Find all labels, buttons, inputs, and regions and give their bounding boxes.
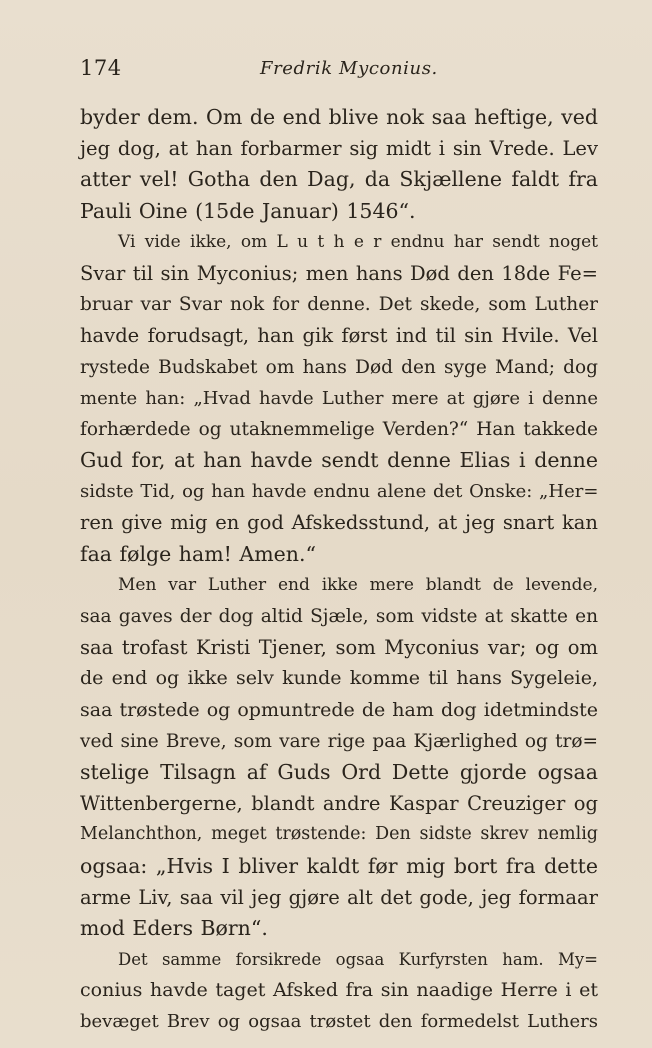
text-line: conius havde taget Afsked fra sin naadige Herre i et xyxy=(80,979,598,1002)
text-line: byder dem. Om de end blive nok saa heftige, ved xyxy=(80,105,598,129)
page-number: 174 xyxy=(80,56,122,80)
text-line: Gud for, at han havde sendt denne Elias i denne xyxy=(80,448,598,473)
text-line: mente han: „Hvad havde Luther mere at gjøre i denne xyxy=(80,387,598,409)
text-line: bruar var Svar nok for denne. Det skede, som Luther xyxy=(80,294,598,316)
text-line: Vi vide ikke, om L u t h e r endnu har sendt noget xyxy=(118,231,598,252)
text-line: forhærdede og utaknemmelige Verden?“ Han takkede xyxy=(80,418,598,440)
text-line: faa følge ham! Amen.“ xyxy=(80,541,316,566)
text-line: arme Liv, saa vil jeg gjøre alt det gode, jeg formaar xyxy=(80,885,598,909)
text-line: ogsaa: „Hvis I bliver kaldt før mig bort fra dette xyxy=(80,853,598,878)
text-line: Svar til sin Myconius; men hans Død den 18de Fe= xyxy=(80,261,598,285)
text-line: mod Eders Børn“. xyxy=(80,915,268,940)
body-text xyxy=(80,102,598,1038)
text-line: Men var Luther end ikke mere blandt de levende, xyxy=(118,574,598,595)
text-line: rystede Budskabet om hans Død den syge Mand; dog xyxy=(80,356,598,378)
text-line: sidste Tid, og han havde endnu alene det Onske: „Her= xyxy=(80,481,599,503)
text-line: Det samme forsikrede ogsaa Kurfyrsten ham. My= xyxy=(118,950,598,970)
running-head: Fredrik Myconius. xyxy=(260,58,438,79)
text-line: de end og ikke selv kunde komme til hans Sygeleie, xyxy=(80,667,598,690)
text-line: Wittenbergerne, blandt andre Kaspar Creuziger og xyxy=(80,792,598,816)
text-line: Melanchthon, meget trøstende: Den sidste skrev nemlig xyxy=(80,824,598,845)
text-line: havde forudsagt, han gik først ind til sin Hvile. Vel xyxy=(80,324,598,348)
page-header xyxy=(80,56,600,86)
text-line: stelige Tilsagn af Guds Ord Dette gjorde ogsaa xyxy=(80,759,598,784)
text-line: ved sine Breve, som vare rige paa Kjærlighed og trø= xyxy=(80,730,598,752)
text-line: jeg dog, at han forbarmer sig midt i sin Vrede. Lev xyxy=(80,137,598,161)
text-line: Pauli Oine (15de Januar) 1546“. xyxy=(80,198,416,223)
text-line: bevæget Brev og ogsaa trøstet den formedelst Luthers xyxy=(80,1011,598,1033)
text-line: saa gaves der dog altid Sjæle, som vidste at skatte en xyxy=(80,606,598,627)
text-line: saa trøstede og opmuntrede de ham dog idetmindste xyxy=(80,698,598,721)
text-line: ren give mig en god Afskedsstund, at jeg snart kan xyxy=(80,511,598,535)
text-line: atter vel! Gotha den Dag, da Skjællene faldt fra xyxy=(80,167,598,192)
text-line: saa trofast Kristi Tjener, som Myconius var; og om xyxy=(80,636,598,660)
